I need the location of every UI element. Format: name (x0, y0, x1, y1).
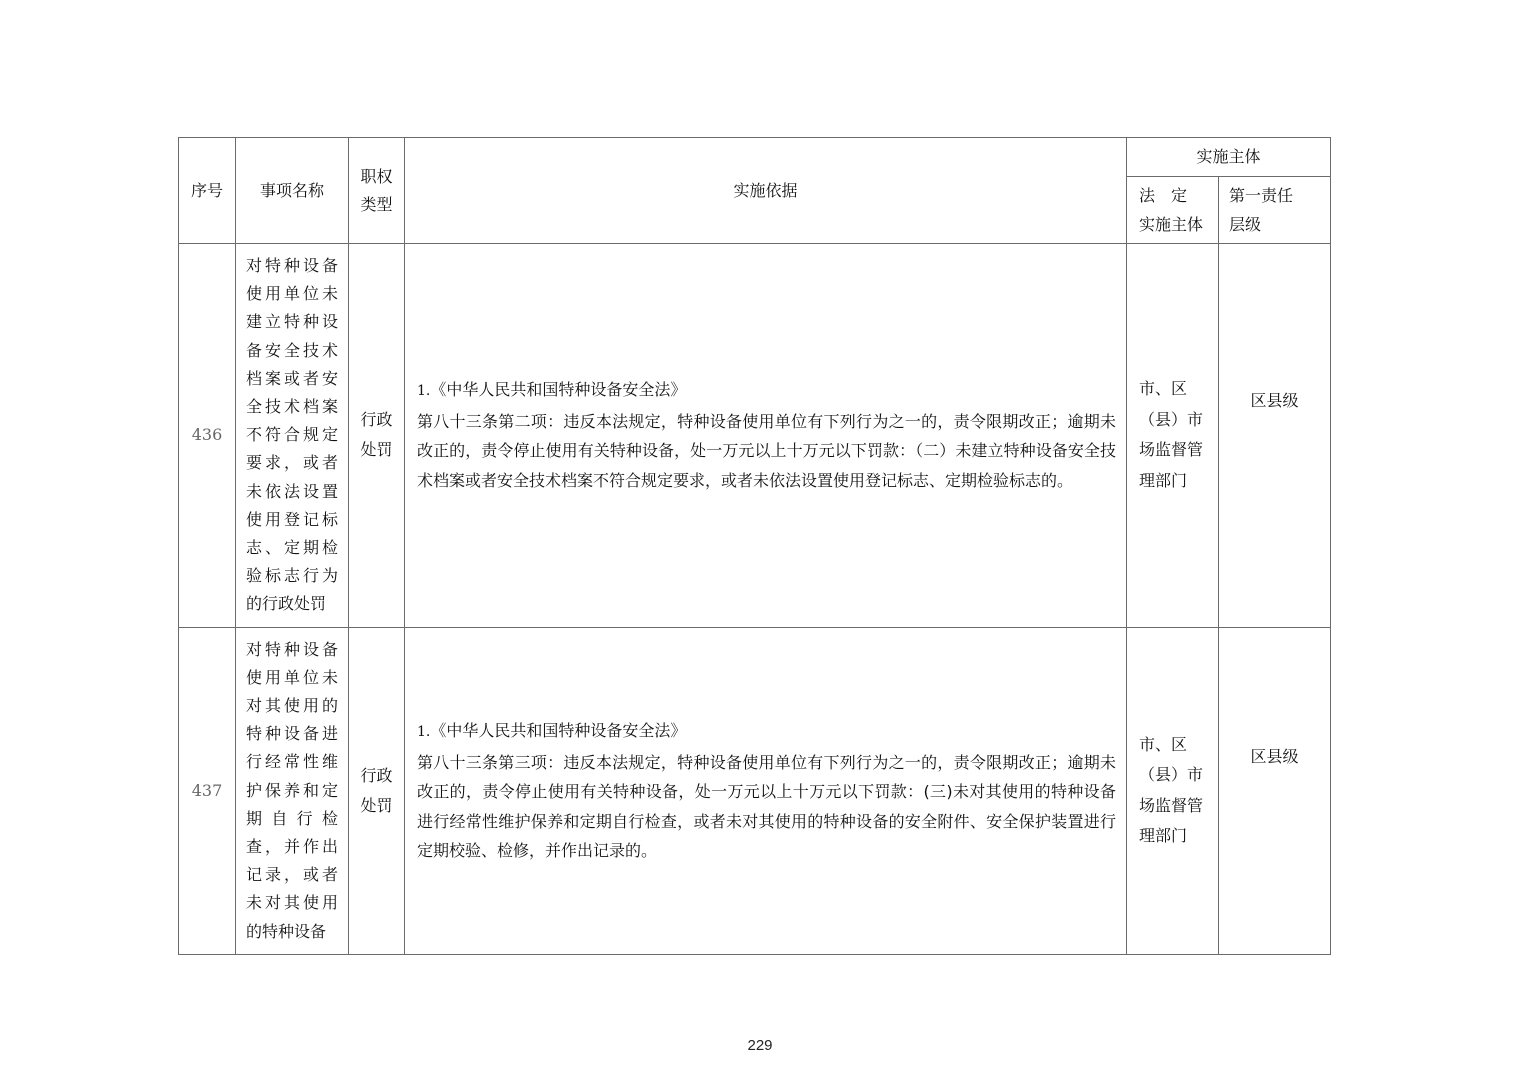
table-row (179, 627, 1331, 954)
basis-text: 第八十三条第二项：违反本法规定，特种设备使用单位有下列行为之一的，责令限期改正；逾期未改正的，责令停止使用有关特种设备，处一万元以上十万元以下罚款：（二）未建立特种设备安全技术档案或者安全技术档案不符合规定要求，或者未依法设置使用登记标志、定期检验标志的。 (417, 411, 1116, 490)
header-legal-subject-line2: 实施主体 (1139, 215, 1204, 234)
row-first-level (1219, 627, 1331, 954)
row-power-type-line2: 处罚 (360, 795, 393, 815)
row-first-level (1219, 244, 1331, 628)
row-power-type (349, 244, 405, 628)
header-first-level-line1: 第一责任 (1229, 186, 1294, 205)
row-seq: 437 (179, 627, 236, 954)
header-power-type (349, 138, 405, 244)
row-power-type (349, 627, 405, 954)
row-first-level-text: 区县级 (1250, 746, 1299, 766)
header-subject-group: 实施主体 (1127, 138, 1331, 177)
administrative-power-table (178, 137, 1331, 955)
law-title: 《中华人民共和国特种设备安全法》 (430, 380, 687, 400)
law-title-line (417, 375, 1116, 407)
row-item-name: 对特种设备使用单位未对其使用的特种设备进行经常性维护保养和定期自行检查，并作出记录，或者未对其使用的特种设备 (236, 627, 349, 954)
row-power-type-line1: 行政 (360, 765, 393, 785)
header-row-top (179, 138, 1331, 177)
law-title-line (417, 716, 1116, 748)
page-number: 229 (747, 1037, 773, 1054)
header-seq: 序号 (179, 138, 236, 244)
row-first-level-text: 区县级 (1250, 391, 1299, 411)
row-legal-subject: 市、区（县）市场监督管理部门 (1127, 627, 1219, 954)
table-row (179, 244, 1331, 628)
header-first-level-line2: 层级 (1229, 215, 1262, 234)
row-legal-subject: 市、区（县）市场监督管理部门 (1127, 244, 1219, 628)
row-basis (405, 627, 1127, 954)
law-title: 《中华人民共和国特种设备安全法》 (430, 721, 687, 740)
row-power-type-line1: 行政 (360, 410, 393, 430)
basis-text: 第八十三条第三项：违反本法规定，特种设备使用单位有下列行为之一的，责令限期改正；逾期未改正的，责令停止使用有关特种设备，处一万元以上十万元以下罚款：(三)未对其使用的特种设备进行经常性维护保养和定期自行检查，或者未对其使用的特种设备的安全附件、安全保护装置进行定期校验、检修，并作出记录的。 (417, 752, 1116, 860)
header-power-type-line2: 类型 (360, 194, 393, 214)
row-basis (405, 244, 1127, 628)
header-legal-subject-line1: 法 定 (1139, 186, 1188, 205)
header-legal-subject (1127, 177, 1219, 244)
header-item-name: 事项名称 (236, 138, 349, 244)
header-basis: 实施依据 (405, 138, 1127, 244)
law-number: 1. (417, 383, 431, 400)
row-item-name: 对特种设备使用单位未建立特种设备安全技术档案或者安全技术档案不符合规定要求，或者未依法设置使用登记标志、定期检验标志行为的行政处罚 (236, 244, 349, 628)
row-seq: 436 (179, 244, 236, 628)
header-power-type-line1: 职权 (360, 166, 393, 186)
law-number: 1. (417, 724, 431, 740)
row-power-type-line2: 处罚 (360, 440, 393, 460)
header-first-level (1219, 177, 1331, 244)
